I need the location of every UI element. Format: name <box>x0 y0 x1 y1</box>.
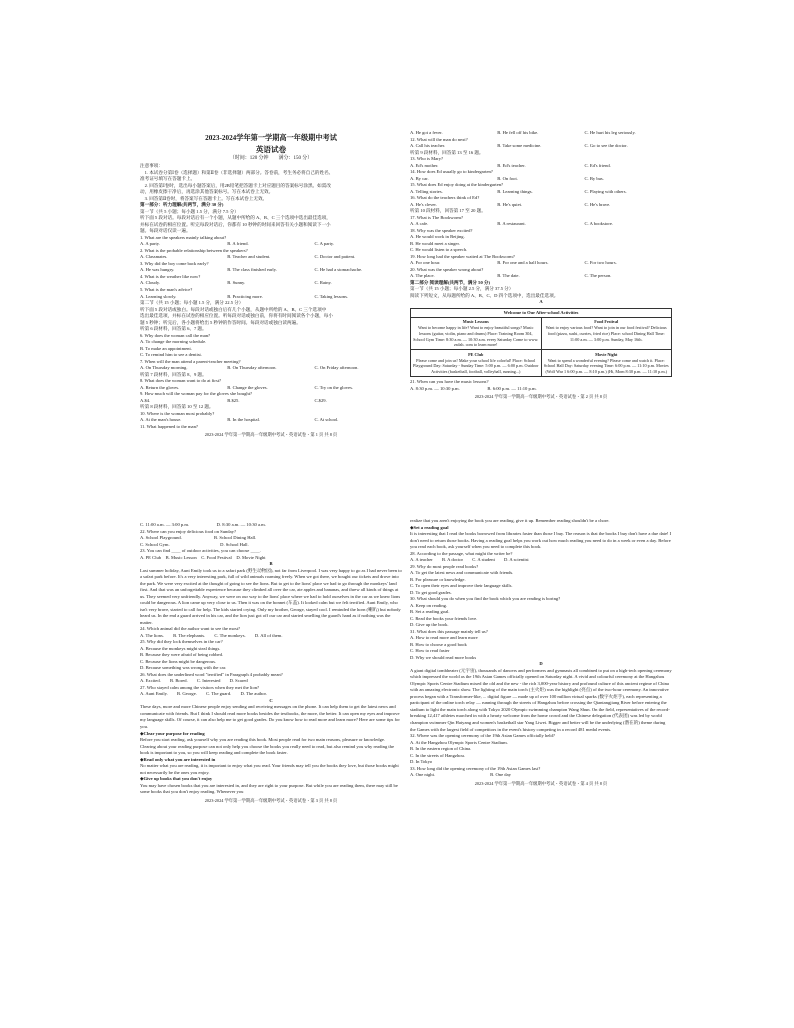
option: A. 8:30 p.m. — 10:30 p.m. B. 6:00 p.m. — 11:10 p.m. <box>410 385 537 391</box>
page-2 <box>410 130 672 422</box>
option: A. He's clever. <box>410 201 437 207</box>
option: C. He had a stomachache. <box>314 267 363 273</box>
option: C. How to read faster <box>410 648 450 654</box>
question: 20. What was the speaker wrong about? <box>410 266 484 272</box>
text-line: 2. 回答第Ⅰ卷时，选出每小题答案后，用2B铅笔把答题卡上对应题目的答案标号涂黑。如需改 <box>140 182 331 188</box>
cell-body: Want to spend a wonderful evening? Please come and watch it. Place: School Hall Day: Saturday evening Time: 6:00 p.m. — 11:10 p.m. Movies (Wolf War 1 6:00 p.m. — 8:10 p.m.) (Hi, Mom 8:30 p.m. — 11:10 p.m.) <box>543 357 669 374</box>
question: 9. How much will the woman pay for the gloves she bought? <box>140 391 253 397</box>
option: C. To remind him to see a dentist. <box>140 352 202 358</box>
passage-paragraph: These days, more and more Chinese people enjoy sending and receiving messages on the phone. It can help them to get the latest news and communicate with friends. But I think I should read more books besides the textbooks, the more, the better. It can open my eyes and improve my language skills. Of course, it can also help me to get good grades. Do you know how to read more and learn more? Here are some tips for you. <box>140 704 400 729</box>
movie-night-cell <box>541 350 672 377</box>
options-row <box>410 221 672 228</box>
option: B. The date. <box>497 273 520 279</box>
question: 22. Where can you enjoy delicious food on Sunday? <box>140 528 236 534</box>
option: B. A friend. <box>227 241 249 247</box>
option: B. Practicing more. <box>227 293 263 299</box>
option: A. He was hungry. <box>140 267 175 273</box>
activities-table <box>410 308 672 377</box>
option: C. The person. <box>584 273 612 279</box>
tip-heading: ◆Read only what you are interested in <box>140 756 216 762</box>
option: A. PE Club B. Music Lesson C. Food Festival D. Movie Night <box>140 554 266 560</box>
option: C. Read the books your friends love. <box>410 615 478 621</box>
option: B. Sunny. <box>227 280 246 286</box>
question: 26. What does the underlined word "terrified" in Paragraph 4 probably mean? <box>140 671 283 677</box>
option: A. Excited. B. Bored. C. Interested D. Scared <box>140 678 248 684</box>
option: B. For one and a half hours. <box>497 260 549 266</box>
option: B. The class finished early. <box>227 267 277 273</box>
option: B. How to choose a good book <box>410 641 467 647</box>
text-line: 并标在试卷的相应位置。听完每段对话后，你都有 10 秒钟的时间来回答有关小题和阅读下一小 <box>140 221 331 227</box>
options-row <box>140 417 402 424</box>
page-1 <box>140 130 402 438</box>
option: C. Doctor and patient. <box>314 254 356 260</box>
page-3 <box>140 522 402 808</box>
option: C. A bookstore. <box>584 221 614 227</box>
option: C. He's brave. <box>584 201 611 207</box>
page-footer: 2023-2024 学年第一学期高一年级期中考试・英语试卷・第 1 页 共 8 页 <box>204 432 338 438</box>
question: 21. When can you have the music lessons? <box>410 379 489 385</box>
option: A. Ed's mother. <box>410 162 439 168</box>
text-line: 动，用橡皮擦干净后，再选涂其他答案标号。写在本试卷上无效。 <box>140 189 274 195</box>
option: B. On foot. <box>497 175 518 181</box>
options-row <box>410 143 672 150</box>
question: 13. Who is Mary? <box>410 156 444 162</box>
option: B. Change the gloves. <box>227 384 268 390</box>
exam-subtitle: 英语试卷 <box>255 144 287 154</box>
option: A. At the man's house. <box>140 417 182 423</box>
question: 11. What happened to the man? <box>140 423 198 429</box>
option: A. To change the morning schedule. <box>140 339 207 345</box>
option: C. He hurt his leg seriously. <box>584 130 636 135</box>
options-row <box>140 241 402 248</box>
text-line: 听第 8 段材料，回答第 10 至 12 题。 <box>140 404 214 410</box>
passage-letter: D <box>539 661 543 667</box>
question: 16. What do the teachers think of Ed? <box>410 195 480 201</box>
options-row <box>140 365 402 372</box>
option: C. 11:00 a.m. — 3:00 p.m. D. 8:30 a.m. — 10:30 a.m. <box>140 522 266 527</box>
passage-letter: A <box>539 299 543 305</box>
option: C. Go to see the doctor. <box>584 143 628 149</box>
option: C. To open their eyes and improve their language skills. <box>410 583 513 589</box>
exam-meta: （时间：120 分钟 满分：150 分） <box>229 156 313 162</box>
cell-heading: Food Festival <box>594 319 619 325</box>
option: B. Because they were afraid of being robbed. <box>140 652 224 658</box>
text-line: 第二节（共 15 小题；每小题 1.5 分，满分 22.5 分） <box>140 300 244 306</box>
option: A. At the Hangzhou Olympic Sports Centre Stadium. <box>410 739 508 745</box>
option: C. Ed's friend. <box>584 162 611 168</box>
options-row <box>140 254 402 261</box>
option: B. For pleasure or knowledge. <box>410 576 466 582</box>
option: A. Because the monkeys might steal things. <box>140 645 221 651</box>
cell-body: Want to become happy in life? Want to enjoy beautiful songs? Music lessons (guitar, violin, piano and drums) Place: Training Room 304, School Gym Time: 8:30 a.m. — 10:30 a.m. every Saturday Come to www. zsdzh. com to learn more! <box>413 325 539 348</box>
option: D. Give up the book. <box>410 622 449 628</box>
question: 8. What does the woman want to do at first? <box>140 378 222 384</box>
question: 7. When will the man attend a parent-teacher meeting? <box>140 358 241 364</box>
options-row <box>410 260 672 267</box>
question: 31. What does this passage mainly tell us? <box>410 628 488 634</box>
passage-paragraph: A giant digital tombheater (元宇宙), thousands of dancers and performers and gymnasts all combined to put on a high-tech opening ceremony which impressed the world as the 19th Asian Games officially opened on Saturday night. A vivid and colourful ceremony at the Hangzhou Olympic Sports Centre Stadium mixed the old and the new - the rich 3,000-year history and profound culture of this ancient regime of China with an amazing electronic show. The lighting of the main torch (主火炬) was the highlight (亮点) of the two-hour ceremony. An innovative process began with a Transformer-like, ... digital figure — made up of over 100 million virtual sparks (数字火炬手), each representing a participant of the online torch relay — running through the streets of Hangzhou before crossing the Qiantangjiang River before entering the stadium to light the main torch along with Tokyo 2020 Olympic swimming champion Wang Shun. On the field, representatives of the record-breaking 12,417 athletes marched in with a hearty welcome from the home crowd and the Chinese delegation (代表团) was led by world champion swimmer Qin Haiyang and women's basketball star Yang Liwei. Bigger and better will be the underlying (潜在的) theme during the Games with the largest field of competitors in the event's history competing in a record 481 medal events. <box>410 667 672 732</box>
option: D. Why we should read more books <box>410 654 477 660</box>
option: C. Because the lions might be dangerous. <box>140 658 217 664</box>
section-heading: 第二部分 阅读理解(共两节，满分 50 分) <box>410 279 491 285</box>
option: C. Taking lessons. <box>314 293 349 299</box>
option: B. A restaurant. <box>497 221 526 227</box>
option: B. Learning things. <box>497 188 533 194</box>
option: C. At school. <box>314 417 339 423</box>
passage-paragraph: You may have chosen books that you are interested in, and they are right to your purpose. But while you are reading them, there may still be some books that you don't enjoy reading. Whenever you <box>140 782 398 795</box>
option: C. School Gym. D. School Hall. <box>140 541 249 547</box>
option: A. The place. <box>410 273 435 279</box>
option: A. To get the latest news and communicate with friends. <box>410 570 514 576</box>
option: B. He fell off his bike. <box>497 130 539 135</box>
page-footer: 2023-2024 学年第一学期高一年级期中考试・英语试卷・第 3 页 共 8 页 <box>204 797 338 803</box>
page-footer: 2023-2024 学年第一学期高一年级期中考试・英语试卷・第 2 页 共 8 页 <box>474 394 608 400</box>
question: 2. What is the probable relationship between the speakers? <box>140 247 248 253</box>
option: A. Classmates. <box>140 254 168 260</box>
question: 29. Why do most people read books? <box>410 563 479 569</box>
tip-heading: ◆Clear your purpose for reading <box>140 730 205 736</box>
tip-heading: ◆Give up books that you don't enjoy <box>140 776 213 782</box>
cell-heading: Music Lessons <box>462 319 489 325</box>
option: A. A party. <box>140 241 160 247</box>
option: B.$25. <box>227 397 240 403</box>
cell-heading: PE Club <box>468 351 484 357</box>
food-festival-cell <box>541 317 672 349</box>
question: 4. What is the weather like now? <box>140 273 201 279</box>
text-line: 注意事项： <box>140 163 163 169</box>
pe-club-cell <box>411 350 542 377</box>
question: 18. Why was the speaker excited? <box>410 227 473 233</box>
option: A. Keep on reading. <box>410 602 448 608</box>
option: C. By bus. <box>584 175 604 181</box>
option: D. To get good grades. <box>410 589 452 595</box>
option: D. In Tokyo <box>410 759 433 765</box>
passage-paragraph: It is interesting that I read the books borrowed from libraries faster than those I buy. The reason is that the books I buy don't have a due date! I don't need to return those books. Having a reading goal helps you work out how much reading you need to do in a week or even a day. Before you read each book, ask yourself when you need to complete this book. <box>410 531 672 550</box>
tip-heading: ◆Set a reading goal <box>410 524 449 530</box>
question: 6. Why does the woman call the man? <box>140 332 211 338</box>
option: B. Ed's teacher. <box>497 162 526 168</box>
text-line: 3. 回答第Ⅱ卷时，将答案写在答题卡上。写在本试卷上无效。 <box>140 195 268 201</box>
option: C. A party. <box>314 241 335 247</box>
page-footer: 2023-2024 学年第一学期高一年级期中考试・英语试卷・第 4 页 共 8 页 <box>474 780 608 786</box>
option: B. To make an appointment. <box>140 345 192 351</box>
option: A. One night. B. One day <box>410 772 511 778</box>
passage-paragraph: No matter what you are reading, it is important to enjoy what you read. Your friends may tell you the books they love, but those books might not necessarily be the ones you enjoy. <box>140 763 399 775</box>
option: B. In the eastern region of China. <box>410 746 472 752</box>
option: B. He would meet a singer. <box>410 240 460 246</box>
option: A. How to read more and learn more <box>410 635 478 641</box>
text-line: 第一节（共 15 小题；每小题 2.5 分，满分 37.5 分） <box>410 286 514 292</box>
option: D. Because something was wrong with the car. <box>140 665 227 671</box>
option: C.$29. <box>314 397 327 403</box>
option: B. Teacher and student. <box>227 254 271 260</box>
option: A. The lions. B. The elephants. C. The monkeys. D. All of them. <box>140 632 283 638</box>
option: B. He's quiet. <box>497 201 523 207</box>
option: A. He would work in Beijing. <box>410 234 465 240</box>
question: 10. Where is the woman most probably? <box>140 410 215 416</box>
passage-paragraph: realize that you aren't enjoying the book you are reading, give it up. Remember reading shouldn't be a chore. <box>410 518 610 523</box>
option: A.$4. <box>140 397 151 403</box>
question: 12. What will the man do next? <box>410 136 468 142</box>
question: 28. According to the passage, what might the writer be? <box>410 550 513 556</box>
cell-body: Want to enjoy various food? Want to join in our food festival? Delicious food (pizza, sushi, curries, fried rice) Place: school Dining Hall Time: 11:00 a.m. — 3:00 p.m. Sunday, May 16th. <box>545 325 667 342</box>
question: 25. Why did they lock themselves in the car? <box>140 639 223 645</box>
passage-paragraph: Before you start reading, ask yourself why you are reading this book. Most people read for two main reasons, pleasure or knowledge. Clearing about your reading purpose can not only help you choose the books you really need to read, but also remind you why reading the book is important to you, so you will keep reading and complete the book faster. <box>140 737 394 756</box>
text-line: 听下面 5 段对话或独白。每段对话或独白后有几个小题，从题中所给的 A、B、C 三个选项中 <box>140 306 327 312</box>
question: 5. What is the man's advice? <box>140 286 193 292</box>
question: 1. What are the speakers mainly talking about? <box>140 234 227 240</box>
text-line: 听下面 5 段对话。每段对话后有一个小题，从题中所给的 A、B、C 三个选项中选出最佳选项， <box>140 215 331 221</box>
option: A. Call his teacher. <box>410 143 446 149</box>
question: 15. What does Ed enjoy doing at the kindergarten? <box>410 182 504 188</box>
option: C. Try on the gloves. <box>314 384 354 390</box>
text-line: 第一节（共 5 小题；每小题 1.5 分，满分 7.5 分） <box>140 208 239 214</box>
option: A. School Playground. B. School Dining Hall. <box>140 535 257 541</box>
option: A. By car. <box>410 175 429 181</box>
option: C. Rainy. <box>314 280 332 286</box>
question: 30. What should you do when you find the book which you are reading is boring? <box>410 596 561 602</box>
text-line: 听第 7 段材料，回答第 8、9 题。 <box>140 371 207 377</box>
option: B. In the hospital. <box>227 417 261 423</box>
question: 23. You can find ＿＿ of outdoor activities, you can choose ＿＿. <box>140 548 261 554</box>
option: C. On Friday afternoon. <box>314 365 359 371</box>
passage-letter: B <box>269 561 273 567</box>
option: A. On Thursday morning. <box>140 365 188 371</box>
question: 24. Which animal did the author want to see the most? <box>140 626 241 632</box>
question: 19. How long had the speaker waited at The Bookworm? <box>410 253 515 259</box>
passage-paragraph: Last summer holiday, Aunt Emily took us to a safari park (野生动物园), not far from Liverpool. I was very happy to go as I had never been to a safari park before. It's a very interesting park, full of wild animals roaming freely. When we got there, we bought our tickets and drove into the park. We were very excited at the thought of going to see the lions. But to get to the lions' place we had to go through the monkeys' land first. And that was an unforgettable experience because they climbed all over the car, ate apples and bananas, and threw all kinds of things at us. They seemed very unfriendly. Anyway, we were on our way to the lions' place where we had to hold ourselves in the car as we knew lions could be dangerous. A lion came up very close to us. Then it was on the bonnet (车盖). It looked calm but we felt terrified. Aunt Emily, who isn't very brave, started to call for help. The kids started crying. Only my brother, George, stayed cool. I reminded the horn (喇叭) but nobody heard us. In the end a guard arrived in his car, and the lion just got off our car and started smelling the guard's hand as if nothing was the matter. <box>140 567 402 625</box>
options-row <box>410 130 672 137</box>
option: A. Telling stories. <box>410 188 443 194</box>
question: 14. How does Ed usually go to kindergarten? <box>410 169 493 175</box>
cell-body: Please come and join us! Make your school life colorful! Place: School Playground Day: Saturday - Sunday Time: 5:00 p.m. — 6:00 p.m. Outdoor Activities (basketball, football, volleyball, running...) <box>413 357 539 374</box>
text-line: 准考证号填写在答题卡上。 <box>140 176 196 182</box>
question: 27. Who stayed calm among the visitors when they met the lion? <box>140 684 260 690</box>
passage-letter: C <box>269 697 273 703</box>
option: A. Cloudy. <box>140 280 160 286</box>
question: 33. How long did the opening ceremony of the 19th Asian Games last? <box>410 765 541 771</box>
text-line: 选出最佳选项，并标在试卷的相应位置。听每段对话或独白前，你将有时间阅读各个小题，每小 <box>140 313 333 319</box>
text-line: 听第 10 段材料，回答第 17 至 20 题。 <box>410 208 486 214</box>
option: B. Set a reading goal. <box>410 609 450 615</box>
option: A. For one hour. <box>410 260 441 266</box>
text-line: 题。每段对话仅读一遍。 <box>140 228 191 234</box>
option: C. In the streets of Hangzhou. <box>410 752 465 758</box>
option: A. He got a fever. <box>410 130 443 135</box>
section-heading: 第一部分：听力理解(共两节，满分 30 分) <box>140 202 224 208</box>
option: A. Aunt Emily. B. George. C. The guard. D. The author. <box>140 691 267 697</box>
question: 3. Why did the boy come back early? <box>140 260 209 266</box>
option: A. A cafe. <box>410 221 429 227</box>
options-row <box>140 267 402 274</box>
option: C. For two hours. <box>584 260 617 266</box>
page-4 <box>410 518 672 812</box>
question: 17. What is The Bookworm? <box>410 214 464 220</box>
text-line: 阅读下列短文，从每题所给的 A、B、C、D 四个选项中，选出最佳选项。 <box>410 292 559 298</box>
cell-heading: Movie Night <box>595 351 618 357</box>
music-lessons-cell <box>411 317 542 349</box>
option: C. He would listen to a speech. <box>410 247 468 253</box>
option: C. Playing with others. <box>584 188 627 194</box>
text-line: 听第 9 段材料，回答第 13 至 16 题。 <box>410 149 484 155</box>
question: 32. Where was the opening ceremony of the 19th Asian Games officially held? <box>410 733 555 739</box>
text-line: 题 5 秒钟；听完后，各小题将给出 5 秒钟的作答时间。每段对话或独白读两遍。 <box>140 319 301 325</box>
text-line: 1. 本试卷分第Ⅰ卷（选择题）和第Ⅱ卷（非选择题）两部分。答卷前，考生务必将自己的姓名、 <box>140 169 334 175</box>
option: A. Return the gloves. <box>140 384 180 390</box>
exam-title: 2023-2024学年第一学期高一年级期中考试 <box>205 134 337 142</box>
option: A. Learning slowly. <box>140 293 177 299</box>
options-row <box>410 273 672 280</box>
option: B. Take some medicine. <box>497 143 542 149</box>
text-line: 听第 6 段材料，回答第 6、7 题。 <box>140 326 207 332</box>
option: A. A teacher B. A doctor C. A student D. A scientist <box>410 557 529 563</box>
option: B. On Thursday afternoon. <box>227 365 277 371</box>
table-title: Welcome to Our After-school Activities <box>411 308 672 317</box>
